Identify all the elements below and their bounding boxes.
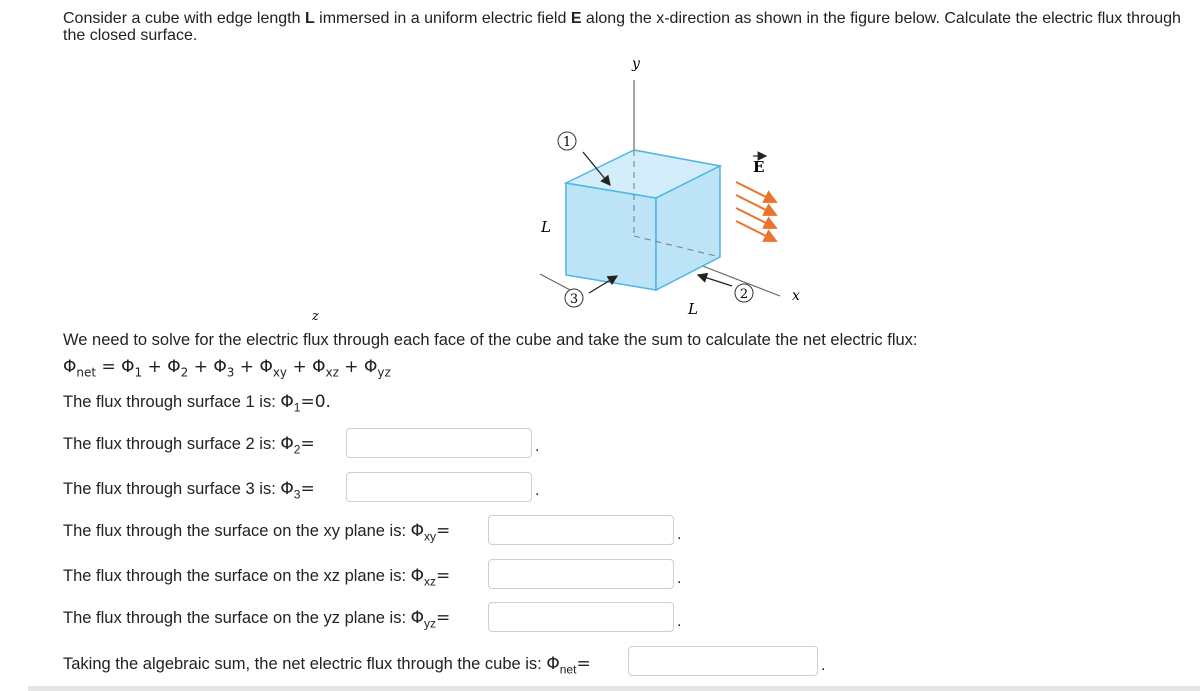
x-axis-label: x bbox=[792, 288, 800, 304]
surface-1-flux-row: The flux through surface 1 is: $\Phi_1=0$. bbox=[63, 392, 331, 415]
yz-flux-input[interactable] bbox=[488, 602, 674, 632]
net-flux-row: Taking the algebraic sum, the net electric flux through the cube is: $\Phi_{net}=$ bbox=[63, 654, 591, 677]
electric-field-arrows bbox=[736, 182, 776, 241]
solution-intro: We need to solve for the electric flux through each face of the cube and take the sum to calculate the net electric flux: bbox=[63, 331, 918, 349]
net-flux-input[interactable] bbox=[628, 646, 818, 676]
surface-2-flux-input[interactable] bbox=[346, 428, 532, 458]
surface-3-flux-input[interactable] bbox=[346, 472, 532, 502]
surface-3-label: 3 bbox=[569, 292, 579, 307]
edge-length-symbol: L bbox=[304, 10, 315, 27]
z-axis-segment bbox=[540, 274, 572, 291]
problem-text: along the x-direction as shown in the figure below. Calculate the electric flux through the closed surface. bbox=[63, 10, 1181, 44]
net-flux-equation: $\Phi_{net} = \Phi_1 + \Phi_2 + \Phi_3 + \Phi_{xy} + \Phi_{xz} + \Phi_{yz}$ bbox=[63, 357, 391, 380]
surface-3-flux-row: The flux through surface 3 is: $\Phi_3=$ bbox=[63, 479, 315, 502]
cube-left-face bbox=[566, 183, 656, 290]
surface-1-label: 1 bbox=[562, 135, 572, 150]
surface-2-label: 2 bbox=[739, 287, 749, 302]
surface-2-flux-row: The flux through surface 2 is: $\Phi_2=$ bbox=[63, 434, 315, 457]
y-axis-label: y bbox=[632, 56, 640, 72]
surface-1-flux-label: The flux through surface 1 is: bbox=[63, 393, 281, 411]
xy-flux-row: The flux through the surface on the xy plane is: $\Phi_{xy}=$ bbox=[63, 521, 451, 544]
surface-1-flux-value: =0. bbox=[300, 392, 331, 412]
z-axis-label: z bbox=[312, 309, 319, 324]
edge-label-bottom: L bbox=[688, 300, 698, 318]
edge-label-left: L bbox=[541, 218, 551, 236]
xy-flux-input[interactable] bbox=[488, 515, 674, 545]
xz-flux-input[interactable] bbox=[488, 559, 674, 589]
problem-text: immersed in a uniform electric field bbox=[314, 10, 571, 27]
field-symbol: E bbox=[570, 10, 582, 27]
problem-text: Consider a cube with edge length bbox=[63, 10, 305, 27]
scrollbar-track[interactable] bbox=[28, 686, 1200, 691]
cube-figure bbox=[0, 0, 1200, 330]
yz-flux-row: The flux through the surface on the yz plane is: $\Phi_{yz}=$ bbox=[63, 608, 451, 631]
field-label: E bbox=[753, 158, 765, 176]
xz-flux-row: The flux through the surface on the xz plane is: $\Phi_{xz}=$ bbox=[63, 566, 451, 589]
